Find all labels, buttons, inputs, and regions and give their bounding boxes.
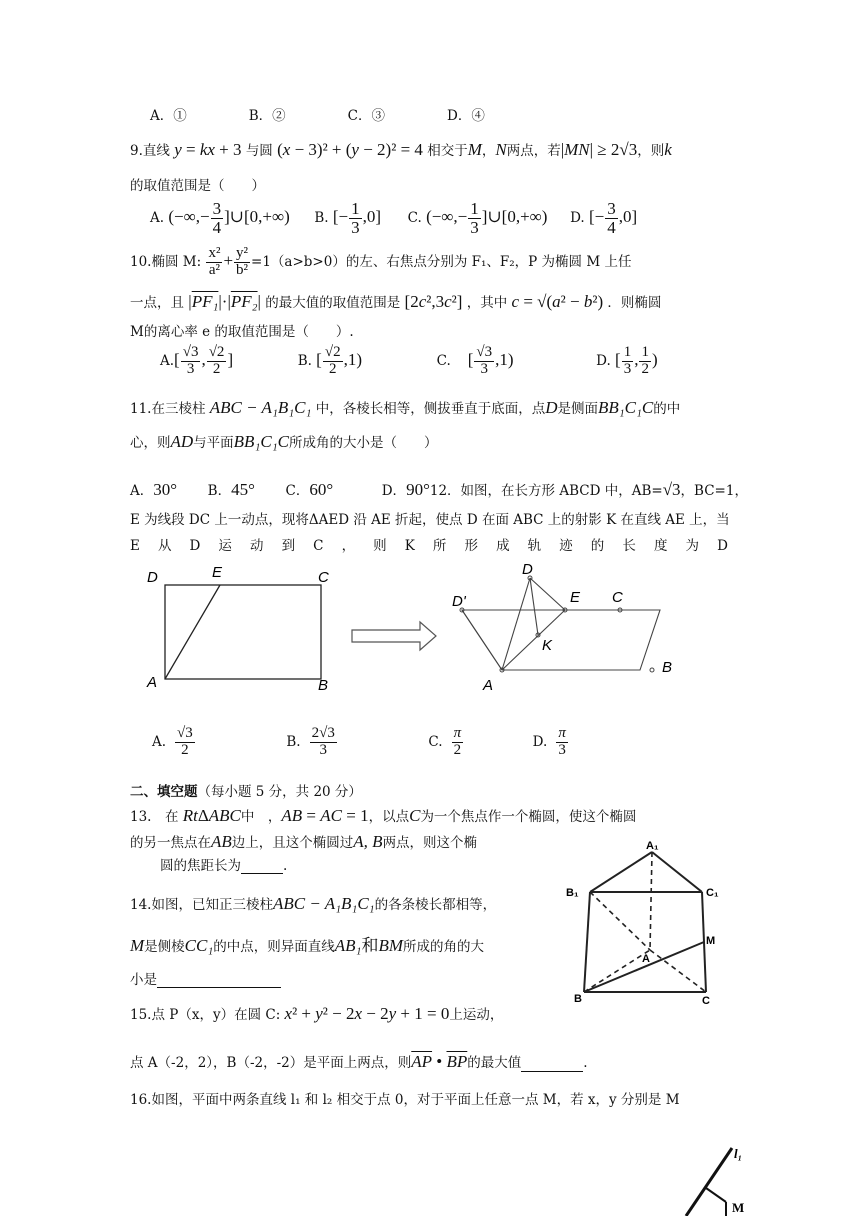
- section2-note: （每小题 5 分，共 20 分）: [197, 784, 362, 800]
- label-b: B: [574, 993, 582, 1005]
- label-d: D: [147, 569, 158, 586]
- label-c1: C₁: [706, 887, 719, 899]
- label-fold-e: E: [570, 589, 581, 606]
- q9-line1: 9.直线 y = kx + 3 与圆 (x − 3)² + (y − 2)² = 4 相交于M，N两点，若|MN| ≥ 2√3，则k: [130, 140, 672, 159]
- q8-options: [150, 108, 485, 124]
- q13-line3: 圆的焦距长为 .: [160, 858, 288, 874]
- q11-options-q12-line1: A．30° B．45° C．60° D．90°12．如图，在长方形 ABCD 中，AB=√3，BC=1，: [130, 480, 748, 499]
- label-a: A: [147, 674, 158, 691]
- label-fold-a: A: [483, 677, 494, 694]
- q12-options: A. $\frac{√3}{2}$ B. $\frac{2√3}{3}$ C. $\frac{\pi}{2}$ D. $\frac{\pi}{3}$: [152, 725, 566, 758]
- label-c: C: [318, 569, 329, 586]
- q14-line3: 小是: [130, 972, 281, 988]
- q11-line1: 11.在三棱柱 ABC − A₁B₁C₁ 中，各棱长相等，侧拔垂直于底面，点D是侧面BB₁C₁C的中: [130, 398, 681, 417]
- q8-option-a: A．①: [150, 108, 187, 124]
- q15-answer-blank[interactable]: [521, 1057, 583, 1072]
- rectangle-abcd: [165, 585, 321, 679]
- label-m: M: [732, 1200, 745, 1215]
- label-b: B: [318, 677, 329, 694]
- q14-line1: 14.如图，已知正三棱柱ABC − A₁B₁C₁的各条棱长都相等，: [130, 894, 497, 913]
- q10-line1: 10.椭圆 M: $\frac{\text{x²}}{\text{a²}}$ + $\frac{\text{y²}}{\text{b²}}$ =1（a>b>0）的左、右焦点分别为 F₁、F₂，P 为椭圆 M 上任: [130, 245, 632, 278]
- q12-figure: [140, 560, 700, 700]
- label-d-prime: D': [452, 593, 466, 610]
- q13-line2: 的另一焦点在AB边上，且这个椭圆过A, B两点，则这个椭: [130, 832, 478, 851]
- label-l1: l₁: [734, 1146, 743, 1161]
- q13-line1: 13. 在 RtΔABC中 ，AB = AC = 1，以点C为一个焦点作一个椭圆，使这个椭圆: [130, 806, 637, 825]
- q10-line3: M的离心率 e 的取值范围是（ ）.: [130, 324, 354, 340]
- q10-line2: 一点，且 |PF₁|·|PF₂| 的最大值的取值范围是 [2c²,3c²] ，其中 c = √(a² − b²) ．则椭圆: [130, 292, 662, 311]
- q12-line3: E 从 D 运 动 到 C ， 则 K 所 形 成 轨 迹 的 长 度 为 D: [130, 538, 728, 554]
- label-b1: B₁: [566, 887, 579, 899]
- parallelogram: [462, 610, 660, 670]
- q15-line1: 15.点 P（x，y）在圆 C: x² + y² − 2x − 2y + 1 = 0上运动，: [130, 1004, 504, 1023]
- label-fold-c: C: [612, 589, 623, 606]
- segment-ae: [165, 585, 220, 679]
- label-k: K: [542, 637, 553, 654]
- label-e: E: [212, 564, 223, 581]
- q8-option-c: C．③: [347, 108, 386, 124]
- label-fold-b: B: [662, 659, 673, 676]
- q14-line2: M是侧棱CC₁的中点，则异面直线AB₁和BM所成的角的大: [130, 936, 484, 955]
- q16-figure: [680, 1140, 760, 1216]
- q11-line2: 心，则AD与平面BB₁C₁C所成角的大小是（ ）: [130, 432, 438, 451]
- q9-line2: 的取值范围是（ ）: [130, 178, 265, 194]
- q15-line2: 点 A（-2，2），B（-2，-2）是平面上两点，则$\overline{AP}$ • $\overline{BP}$的最大值 .: [130, 1052, 588, 1071]
- q9-options: A. (−∞,− $\frac{3}{4}$ ]∪[0,+∞) B. [− $\frac{1}{3}$ ,0] C. (−∞,− $\frac{1}{3}$ ]∪[0,+∞) D. [− $\frac{3}{4}$ ,0]: [150, 199, 638, 237]
- label-fold-d: D: [522, 561, 533, 578]
- q12-line2: E 为线段 DC 上一动点，现将ΔAED 沿 AE 折起，使点 D 在面 ABC 上的射影 K 在直线 AE 上，当: [130, 512, 730, 528]
- label-a1: A₁: [646, 840, 659, 852]
- q13-answer-blank[interactable]: [241, 859, 283, 874]
- right-arrow-icon: [352, 622, 436, 650]
- label-m: M: [706, 935, 716, 947]
- q16-line1: 16.如图，平面中两条直线 l₁ 和 l₂ 相交于点 0，对于平面上任意一点 M，若 x，y 分别是 M: [130, 1092, 680, 1108]
- q14-figure: [560, 838, 740, 1010]
- q8-option-b: B．②: [248, 108, 286, 124]
- label-c: C: [702, 995, 710, 1007]
- label-a: A: [642, 953, 650, 965]
- section2-heading: [130, 784, 362, 800]
- q14-answer-blank[interactable]: [157, 973, 281, 988]
- section2-title: 二、填空题: [130, 784, 198, 800]
- q8-option-d: D．④: [447, 108, 485, 124]
- q10-options: A.[ $\frac{√3}{3}$ , $\frac{√2}{2}$ ] B. [ $\frac{√2}{2}$ ,1) C. [ $\frac{√3}{3}$ ,1) D. [ $\frac{1}{3}$ , $\frac{1}{2}$ ): [160, 344, 658, 377]
